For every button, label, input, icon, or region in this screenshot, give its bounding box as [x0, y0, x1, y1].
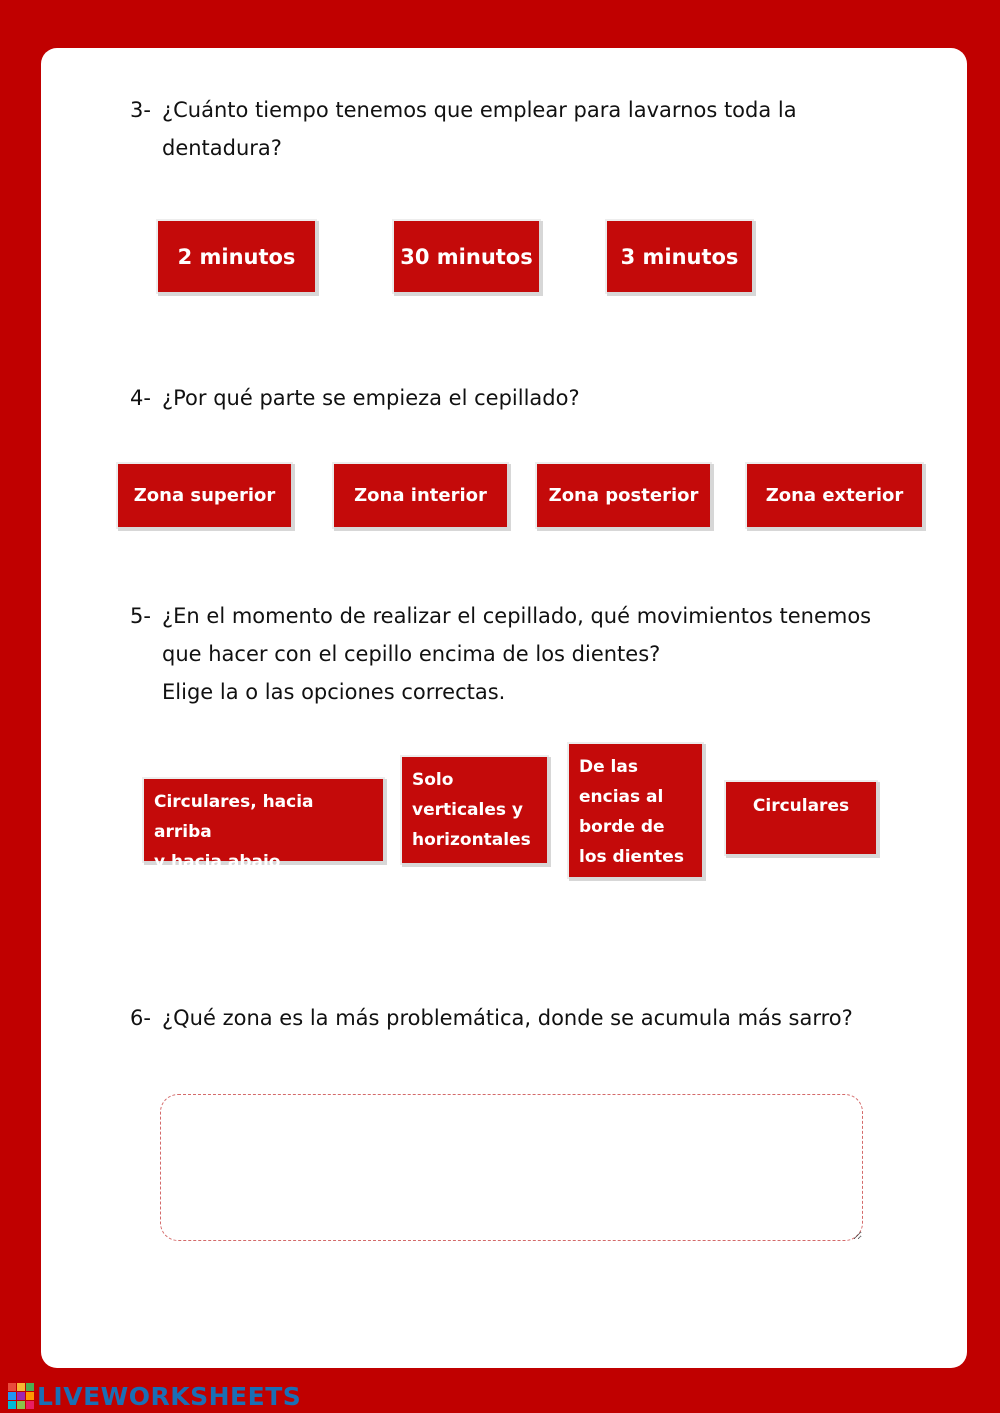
q5-option-3-line-2: encias al: [579, 787, 664, 807]
q3-option-30-minutos[interactable]: 30 minutos: [394, 221, 543, 296]
question-5-line-3: Elige la o las opciones correctas.: [162, 680, 506, 704]
question-5-line-1: ¿En el momento de realizar el cepillado, qué movimientos tenemos: [162, 604, 872, 628]
question-6-number: 6-: [130, 1006, 151, 1030]
question-5: [130, 597, 871, 711]
q3-option-3-minutos[interactable]: 3 minutos: [607, 221, 756, 296]
q5-option-2-line-2: verticales y: [412, 800, 523, 820]
liveworksheets-logo: [8, 1381, 301, 1411]
question-3-line-2: dentadura?: [162, 136, 282, 160]
q5-option-1-line-1: Circulares, hacia arriba: [154, 792, 314, 842]
q5-option-3-line-4: los dientes: [579, 847, 684, 867]
q4-option-zona-exterior[interactable]: Zona exterior: [747, 464, 926, 531]
q4-option-zona-superior[interactable]: Zona superior: [118, 464, 295, 531]
q5-option-circulares-arriba-abajo[interactable]: [144, 779, 387, 872]
q5-option-3-line-1: De las: [579, 757, 638, 777]
q5-option-1-line-2: y hacia abajo: [154, 852, 281, 872]
question-4: [130, 379, 580, 417]
q5-option-2-line-3: horizontales: [412, 830, 531, 850]
liveworksheets-logo-icon: [8, 1383, 34, 1409]
q5-option-2-line-1: Solo: [412, 770, 454, 790]
question-6-line-1: ¿Qué zona es la más problemática, donde se acumula más sarro?: [162, 1006, 853, 1030]
question-3-line-1: ¿Cuánto tiempo tenemos que emplear para lavarnos toda la: [162, 98, 797, 122]
question-5-line-2: que hacer con el cepillo encima de los dientes?: [162, 642, 661, 666]
question-3-number: 3-: [130, 98, 151, 122]
q6-answer-field[interactable]: [160, 1094, 863, 1241]
q5-option-verticales-horizontales[interactable]: [402, 757, 551, 867]
liveworksheets-logo-text: LIVEWORKSHEETS: [37, 1381, 302, 1411]
question-4-line-1: ¿Por qué parte se empieza el cepillado?: [162, 386, 580, 410]
question-5-number: 5-: [130, 604, 151, 628]
q4-option-zona-interior[interactable]: Zona interior: [334, 464, 511, 531]
question-4-number: 4-: [130, 386, 151, 410]
q5-option-3-line-3: borde de: [579, 817, 665, 837]
question-6: [130, 999, 853, 1037]
q4-option-zona-posterior[interactable]: Zona posterior: [537, 464, 714, 531]
q5-option-encias-al-borde[interactable]: [569, 744, 706, 881]
q5-option-circulares[interactable]: [726, 782, 880, 858]
question-3: [130, 91, 797, 167]
q3-option-2-minutos[interactable]: 2 minutos: [158, 221, 319, 296]
q5-option-4-line-1: Circulares: [752, 796, 850, 816]
